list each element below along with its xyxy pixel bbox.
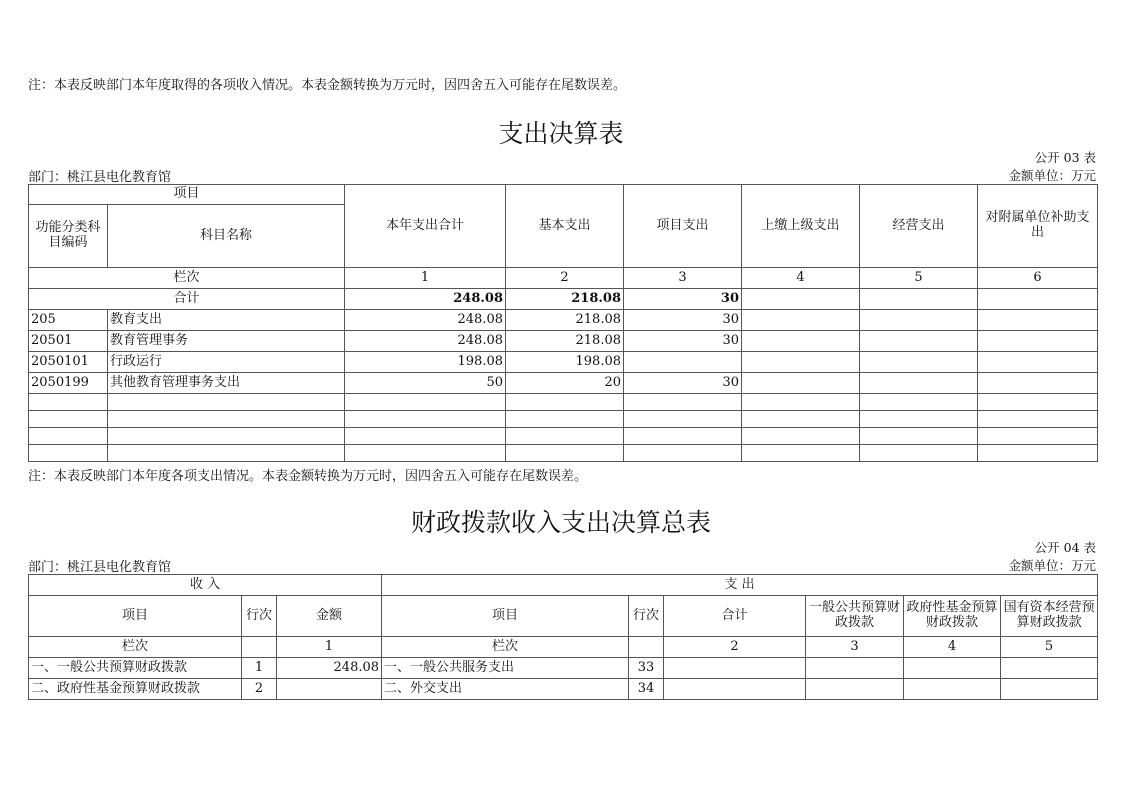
header-expense-row: 行次 (629, 596, 664, 637)
row-cell (860, 373, 978, 394)
expense-table-title: 支出决算表 (498, 119, 624, 148)
expense-header: 支 出 (382, 575, 1098, 596)
fiscal-table-code: 公开 04 表 (1034, 540, 1096, 555)
header-code: 功能分类科目编码 (29, 205, 108, 268)
expense-row: 33 (629, 658, 664, 679)
row-cell (624, 411, 742, 428)
sum-cell: 248.08 (345, 289, 506, 310)
row-cell (1001, 679, 1098, 700)
header-name: 科目名称 (108, 205, 345, 268)
column-index: 1 (345, 268, 506, 289)
row-cell (978, 373, 1098, 394)
row-cell: 30 (624, 310, 742, 331)
row-name (108, 445, 345, 462)
row-cell (860, 428, 978, 445)
row-cell (860, 394, 978, 411)
column-index: 1 (277, 637, 382, 658)
row-cell (664, 679, 806, 700)
column-index: 6 (978, 268, 1098, 289)
sum-cell: 218.08 (506, 289, 624, 310)
column-index: 3 (624, 268, 742, 289)
row-cell (860, 310, 978, 331)
header-general-budget: 一般公共预算财政拨款 (806, 596, 904, 637)
sum-label: 合计 (29, 289, 345, 310)
row-cell (345, 445, 506, 462)
row-cell (506, 394, 624, 411)
header-amount: 金额 (277, 596, 382, 637)
row-cell (624, 445, 742, 462)
table-row (29, 445, 1098, 462)
sum-cell (742, 289, 860, 310)
row-cell (506, 428, 624, 445)
sum-cell (860, 289, 978, 310)
expense-table-note: 注：本表反映部门本年度各项支出情况。本表金额转换为万元时，因四舍五入可能存在尾数误差。 (28, 469, 588, 484)
row-cell (624, 428, 742, 445)
column-index: 4 (742, 268, 860, 289)
header-basic: 基本支出 (506, 185, 624, 268)
income-row: 2 (242, 679, 277, 700)
row-cell (904, 658, 1001, 679)
header-upper: 上缴上级支出 (742, 185, 860, 268)
row-cell (345, 394, 506, 411)
expense-item: 二、外交支出 (382, 679, 629, 700)
row-code: 2050199 (29, 373, 108, 394)
row-code: 2050101 (29, 352, 108, 373)
row-cell (664, 658, 806, 679)
row-cell (806, 679, 904, 700)
row-cell (860, 445, 978, 462)
column-index: 2 (506, 268, 624, 289)
row-cell (742, 352, 860, 373)
sum-cell (978, 289, 1098, 310)
income-amount (277, 679, 382, 700)
row-cell (742, 373, 860, 394)
row-cell (624, 394, 742, 411)
row-cell: 248.08 (345, 331, 506, 352)
row-cell (742, 411, 860, 428)
fiscal-table (28, 574, 1098, 700)
row-code (29, 394, 108, 411)
row-cell (978, 331, 1098, 352)
top-note: 注：本表反映部门本年度取得的各项收入情况。本表金额转换为万元时，因四舍五入可能存在尾数误差。 (28, 78, 627, 93)
table-row (29, 428, 1098, 445)
table-row (29, 352, 1098, 373)
row-cell (860, 331, 978, 352)
row-name: 其他教育管理事务支出 (108, 373, 345, 394)
header-fund-budget: 政府性基金预算财政拨款 (904, 596, 1001, 637)
table-row (29, 411, 1098, 428)
row-code (29, 411, 108, 428)
row-cell (978, 310, 1098, 331)
table-row (29, 373, 1098, 394)
row-name (108, 394, 345, 411)
row-code: 20501 (29, 331, 108, 352)
income-amount: 248.08 (277, 658, 382, 679)
row-cell: 198.08 (506, 352, 624, 373)
row-cell: 20 (506, 373, 624, 394)
income-header: 收 入 (29, 575, 382, 596)
header-subsidy: 对附属单位补助支出 (978, 185, 1098, 268)
expense-table (28, 184, 1098, 462)
row-cell (742, 445, 860, 462)
header-project: 项目 (29, 185, 345, 205)
row-cell (978, 352, 1098, 373)
row-cell: 218.08 (506, 310, 624, 331)
row-name: 行政运行 (108, 352, 345, 373)
header-income-item: 项目 (29, 596, 242, 637)
row-cell: 50 (345, 373, 506, 394)
row-cell (742, 310, 860, 331)
row-cell (345, 428, 506, 445)
column-index: 5 (860, 268, 978, 289)
row-name (108, 411, 345, 428)
row-cell (742, 428, 860, 445)
row-cell (978, 394, 1098, 411)
table-row (29, 331, 1098, 352)
expense-table-dept: 部门：桃江县电化教育馆 (28, 170, 172, 185)
table-row (29, 310, 1098, 331)
row-cell (978, 445, 1098, 462)
row-cell (624, 352, 742, 373)
sum-cell: 30 (624, 289, 742, 310)
row-cell (345, 411, 506, 428)
expense-row: 34 (629, 679, 664, 700)
row-cell: 30 (624, 331, 742, 352)
fiscal-table-unit: 金额单位：万元 (1008, 558, 1096, 573)
column-index-label: 栏次 (29, 268, 345, 289)
expense-table-code: 公开 03 表 (1034, 150, 1096, 165)
expense-table-unit: 金额单位：万元 (1008, 168, 1096, 183)
income-row: 1 (242, 658, 277, 679)
header-total: 本年支出合计 (345, 185, 506, 268)
fiscal-table-dept: 部门：桃江县电化教育馆 (28, 560, 172, 575)
header-income-row: 行次 (242, 596, 277, 637)
row-cell (742, 331, 860, 352)
row-code (29, 428, 108, 445)
table-row (29, 394, 1098, 411)
column-index: 5 (1001, 637, 1098, 658)
row-cell (978, 411, 1098, 428)
header-total: 合计 (664, 596, 806, 637)
row-cell: 30 (624, 373, 742, 394)
header-expense-item: 项目 (382, 596, 629, 637)
header-operating: 经营支出 (860, 185, 978, 268)
row-name: 教育支出 (108, 310, 345, 331)
row-cell: 198.08 (345, 352, 506, 373)
table-row (29, 679, 1098, 700)
row-cell (978, 428, 1098, 445)
header-project-expense: 项目支出 (624, 185, 742, 268)
column-index-label: 栏次 (382, 637, 629, 658)
row-cell (506, 411, 624, 428)
fiscal-table-title: 财政拨款收入支出决算总表 (410, 508, 711, 537)
column-index (629, 637, 664, 658)
row-code (29, 445, 108, 462)
column-index-label: 栏次 (29, 637, 242, 658)
row-code: 205 (29, 310, 108, 331)
sum-row (29, 289, 1098, 310)
row-cell (742, 394, 860, 411)
column-index (242, 637, 277, 658)
row-cell (806, 658, 904, 679)
column-index: 3 (806, 637, 904, 658)
income-item: 二、政府性基金预算财政拨款 (29, 679, 242, 700)
column-index: 4 (904, 637, 1001, 658)
row-name: 教育管理事务 (108, 331, 345, 352)
row-name (108, 428, 345, 445)
row-cell (860, 411, 978, 428)
expense-item: 一、一般公共服务支出 (382, 658, 629, 679)
row-cell: 218.08 (506, 331, 624, 352)
row-cell: 248.08 (345, 310, 506, 331)
income-item: 一、一般公共预算财政拨款 (29, 658, 242, 679)
table-row (29, 658, 1098, 679)
header-state-capital: 国有资本经营预算财政拨款 (1001, 596, 1098, 637)
row-cell (860, 352, 978, 373)
row-cell (1001, 658, 1098, 679)
row-cell (904, 679, 1001, 700)
column-index: 2 (664, 637, 806, 658)
row-cell (506, 445, 624, 462)
